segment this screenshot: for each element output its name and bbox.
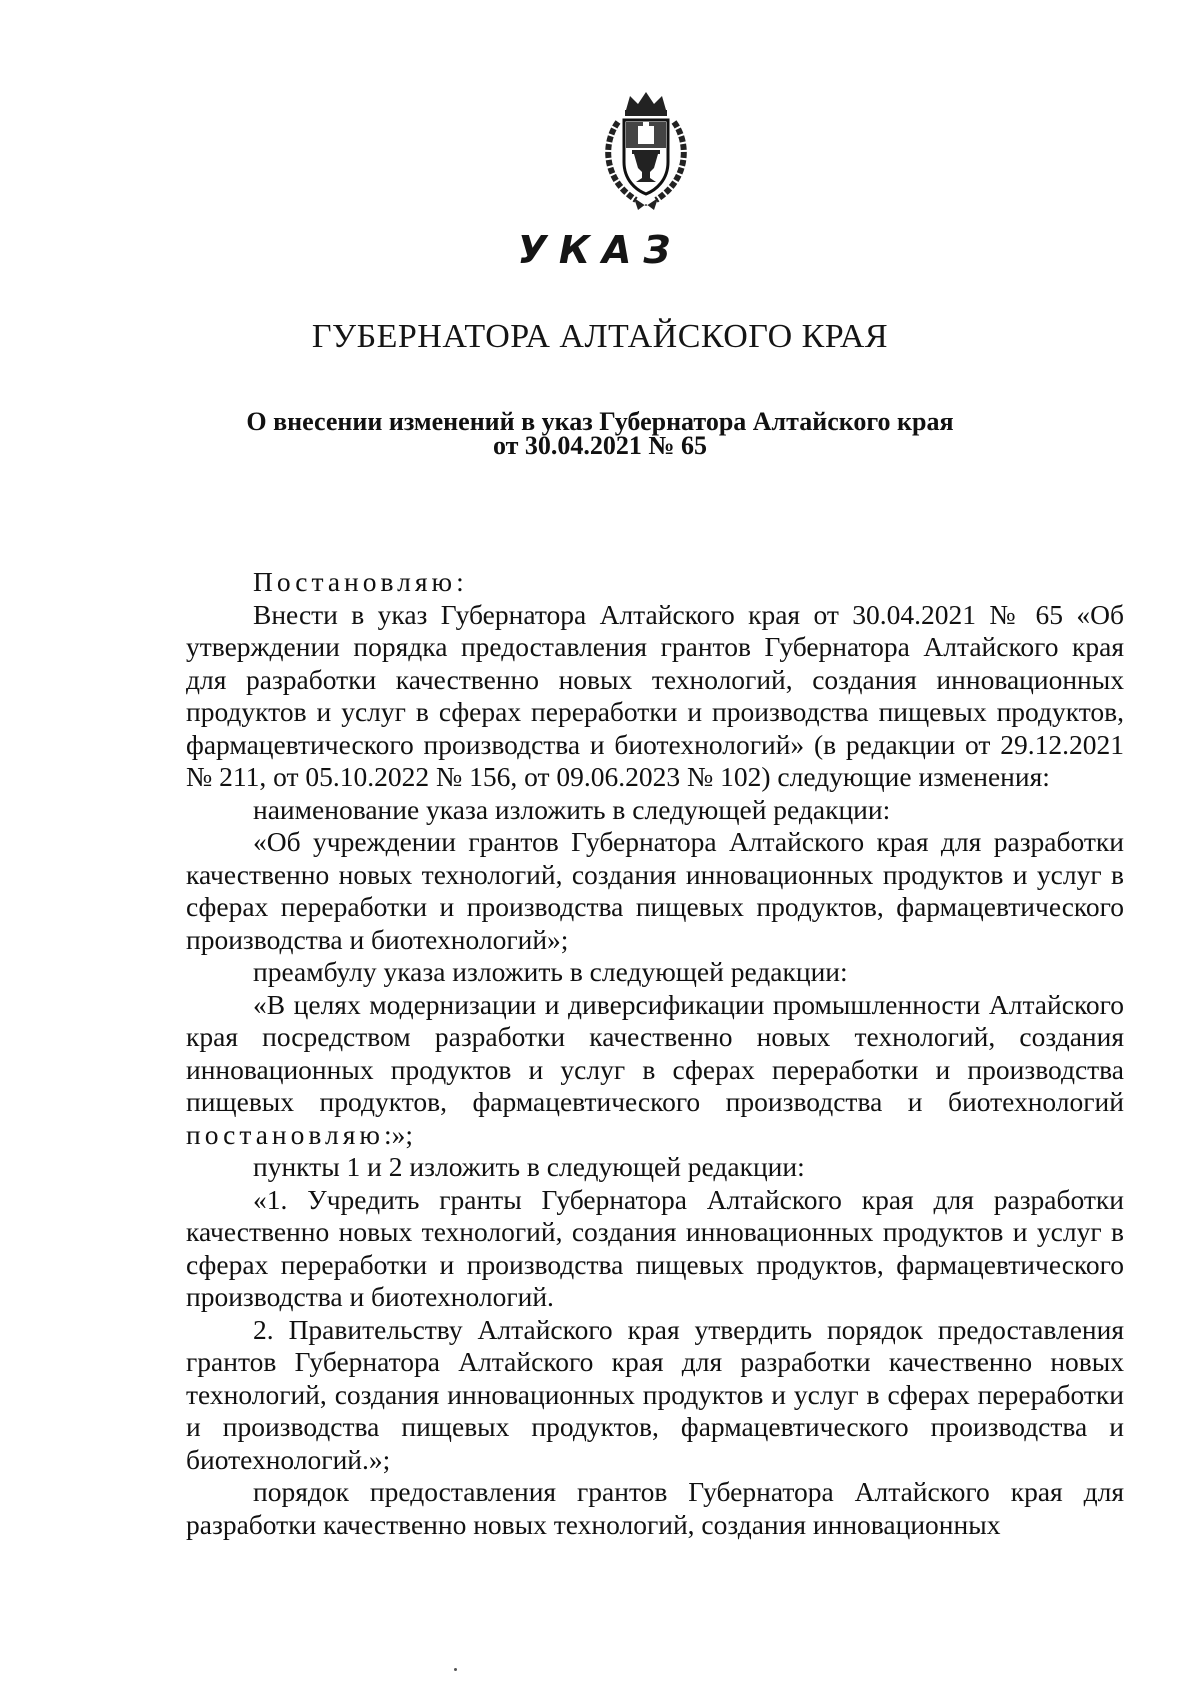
document-body xyxy=(186,566,1124,1541)
body-paragraph: порядок предоставления грантов Губернатора Алтайского края для разработки качественно новых технологий, создания инновационных xyxy=(186,1476,1124,1540)
document-subject xyxy=(0,407,1200,460)
subject-line-1: О внесении изменений в указ Губернатора Алтайского края xyxy=(246,407,954,436)
body-paragraph: преамбулу указа изложить в следующей редакции: xyxy=(253,956,848,987)
body-paragraph: Внести в указ Губернатора Алтайского края от 30.04.2021 № 65 «Об утверждении порядка предоставления грантов Губернатора Алтайского края для разработки качественно новых технологий, создания инновационных продуктов и услуг в сферах переработки и производства пищевых продуктов, фармацевтического производства и биотехнологий» (в редакции от 29.12.2021 № 211, от 05.10.2022 № 156, от 09.06.2023 № 102) следующие изменения: xyxy=(186,598,1124,792)
document-type-title: УКАЗ xyxy=(517,228,683,272)
preamble-text: «В целях модернизации и диверсификации промышленности Алтайского края посредством разработки качественно новых технологий, создания инновационных продуктов и услуг в сферах переработки и производства пищевых продуктов, фармацевтического производства и биотехнологий xyxy=(186,988,1124,1117)
scan-speck xyxy=(454,1668,457,1671)
body-paragraph: наименование указа изложить в следующей редакции: xyxy=(253,793,891,825)
decree-word: Постановляю: xyxy=(253,566,468,597)
body-paragraph-preamble xyxy=(186,989,1124,1152)
issuer-title: ГУБЕРНАТОРА АЛТАЙСКОГО КРАЯ xyxy=(311,318,889,355)
body-paragraph: «Об учреждении грантов Губернатора Алтайского края для разработки качественно новых технологий, создания инновационных продуктов и услуг в сферах переработки и производства пищевых продуктов, фармацевтического производства и биотехнологий»; xyxy=(186,826,1124,955)
body-paragraph: пункты 1 и 2 изложить в следующей редакции: xyxy=(253,1151,805,1182)
body-paragraph: 2. Правительству Алтайского края утвердить порядок предоставления грантов Губернатора Алтайского края для разработки качественно новых технологий, создания инновационных продуктов и услуг в сферах переработки и производства пищевых продуктов, фармацевтического производства и биотехнологий.»; xyxy=(186,1313,1124,1475)
body-paragraph: «1. Учредить гранты Губернатора Алтайского края для разработки качественно новых технологий, создания инновационных продуктов и услуг в сферах переработки и производства пищевых продуктов, фармацевтического производства и биотехнологий. xyxy=(186,1183,1124,1312)
altai-krai-coat-of-arms-icon xyxy=(596,88,696,212)
subject-line-2: от 30.04.2021 № 65 xyxy=(492,431,708,460)
preamble-decree-word: постановляю xyxy=(186,1118,384,1150)
preamble-tail: :»; xyxy=(383,1118,413,1150)
